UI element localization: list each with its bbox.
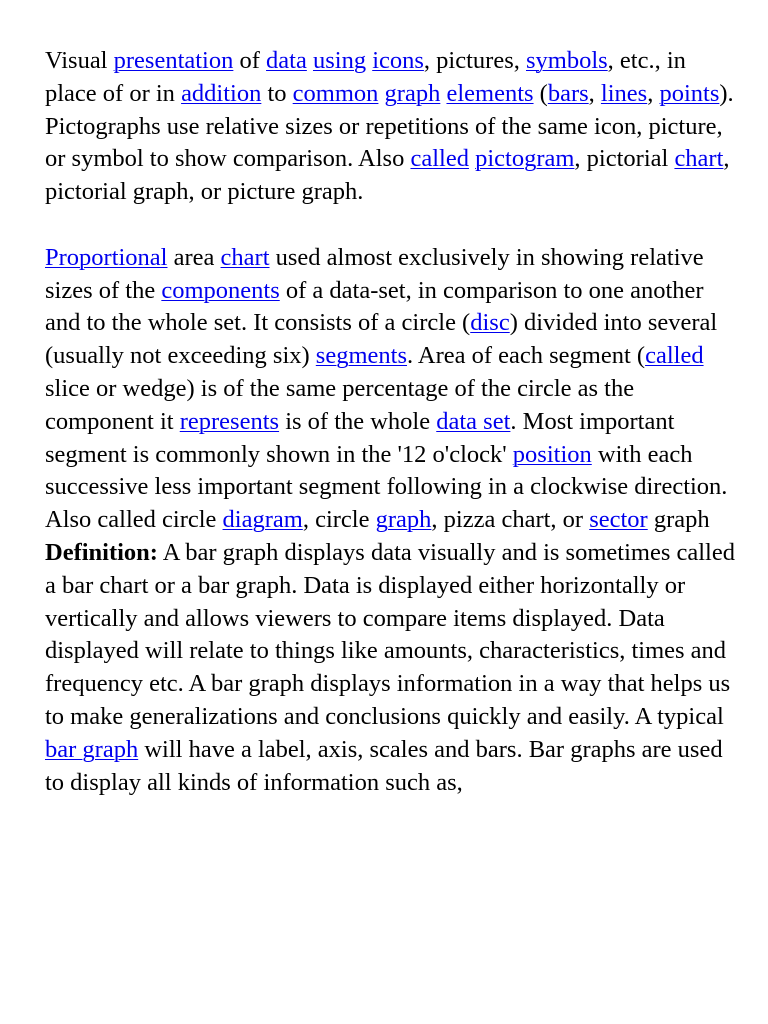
hyperlink[interactable]: disc bbox=[470, 309, 510, 337]
hyperlink[interactable]: chart bbox=[220, 243, 270, 271]
hyperlink[interactable]: presentation bbox=[113, 47, 234, 74]
body-text: of bbox=[233, 47, 267, 74]
paragraph-pictograph bbox=[45, 45, 735, 209]
body-text: to bbox=[261, 79, 293, 107]
body-text: of a data-set, in comparison to one another and to the whole set. It consists of a circle ( bbox=[45, 276, 704, 337]
hyperlink[interactable]: points bbox=[659, 79, 720, 107]
body-text: ) divided into several (usually not exceeding six) bbox=[45, 309, 718, 370]
hyperlink[interactable]: called bbox=[410, 145, 469, 173]
paragraph-bar-graph bbox=[45, 537, 735, 799]
body-text: used almost exclusively in showing relative sizes of the bbox=[45, 243, 704, 304]
body-text: graph bbox=[647, 506, 710, 534]
paragraph-pie-chart bbox=[45, 242, 735, 537]
body-text: , pictorial graph, or picture graph. bbox=[45, 145, 730, 206]
bold-term: Definition: bbox=[45, 538, 158, 566]
body-text: , bbox=[588, 79, 601, 107]
hyperlink[interactable]: chart bbox=[674, 145, 724, 173]
hyperlink[interactable]: elements bbox=[446, 79, 534, 107]
hyperlink[interactable]: bar graph bbox=[45, 735, 139, 763]
hyperlink[interactable]: sector bbox=[589, 506, 648, 534]
hyperlink[interactable]: segments bbox=[315, 342, 407, 370]
body-text: , pictures, bbox=[423, 47, 526, 74]
hyperlink[interactable]: diagram bbox=[222, 506, 303, 534]
body-text: , bbox=[647, 79, 660, 107]
hyperlink[interactable]: position bbox=[512, 440, 592, 468]
body-text: will have a label, axis, scales and bars. Bar graphs are used to display all kinds of information such as, bbox=[45, 735, 723, 796]
hyperlink[interactable]: pictogram bbox=[475, 145, 575, 173]
hyperlink[interactable]: lines bbox=[600, 79, 648, 107]
body-text: ( bbox=[533, 79, 548, 107]
body-text: slice or wedge) is of the same percentage of the circle as the component it bbox=[45, 374, 635, 435]
body-text: , etc., in place of or in bbox=[45, 47, 686, 107]
hyperlink[interactable]: data set bbox=[436, 407, 511, 435]
hyperlink[interactable]: bars bbox=[547, 79, 589, 107]
body-text: . Most important segment is commonly shown in the '12 o'clock' bbox=[45, 407, 675, 468]
hyperlink[interactable]: common bbox=[292, 79, 379, 107]
body-text: area bbox=[167, 243, 221, 271]
hyperlink[interactable]: symbols bbox=[525, 47, 608, 74]
hyperlink[interactable]: Proportional bbox=[45, 243, 168, 271]
body-text: with each successive less important segment following in a clockwise direction. Also called circle bbox=[45, 440, 728, 534]
body-text: is of the whole bbox=[279, 407, 437, 435]
body-text: , pictorial bbox=[574, 145, 675, 173]
hyperlink[interactable]: graph bbox=[375, 506, 432, 534]
hyperlink[interactable]: data bbox=[266, 47, 307, 74]
body-text: Visual bbox=[45, 47, 114, 74]
hyperlink[interactable]: represents bbox=[179, 407, 280, 435]
hyperlink[interactable]: icons bbox=[372, 47, 424, 74]
body-text: ). Pictographs use relative sizes or repetitions of the same icon, picture, or symbol to show comparison. Also bbox=[45, 79, 734, 173]
body-text: , circle bbox=[302, 506, 376, 534]
body-text: . Area of each segment ( bbox=[406, 342, 646, 370]
hyperlink[interactable]: components bbox=[161, 276, 280, 304]
document-page bbox=[45, 45, 735, 799]
body-text: A bar graph displays data visually and is sometimes called a bar chart or a bar graph. Data is displayed either horizontally or vertically and allows viewers to compare items displayed. Data displayed will relate to things like amounts, characteristics, times and frequency etc. A bar graph displays information in a way that helps us to make generalizations and conclusions quickly and easily. A typical bbox=[45, 538, 735, 730]
hyperlink[interactable]: called bbox=[645, 342, 704, 370]
paragraph-spacer bbox=[45, 209, 735, 242]
hyperlink[interactable]: using bbox=[312, 47, 367, 74]
body-text: , pizza chart, or bbox=[431, 506, 590, 534]
hyperlink[interactable]: graph bbox=[384, 79, 441, 107]
hyperlink[interactable]: addition bbox=[181, 79, 262, 107]
